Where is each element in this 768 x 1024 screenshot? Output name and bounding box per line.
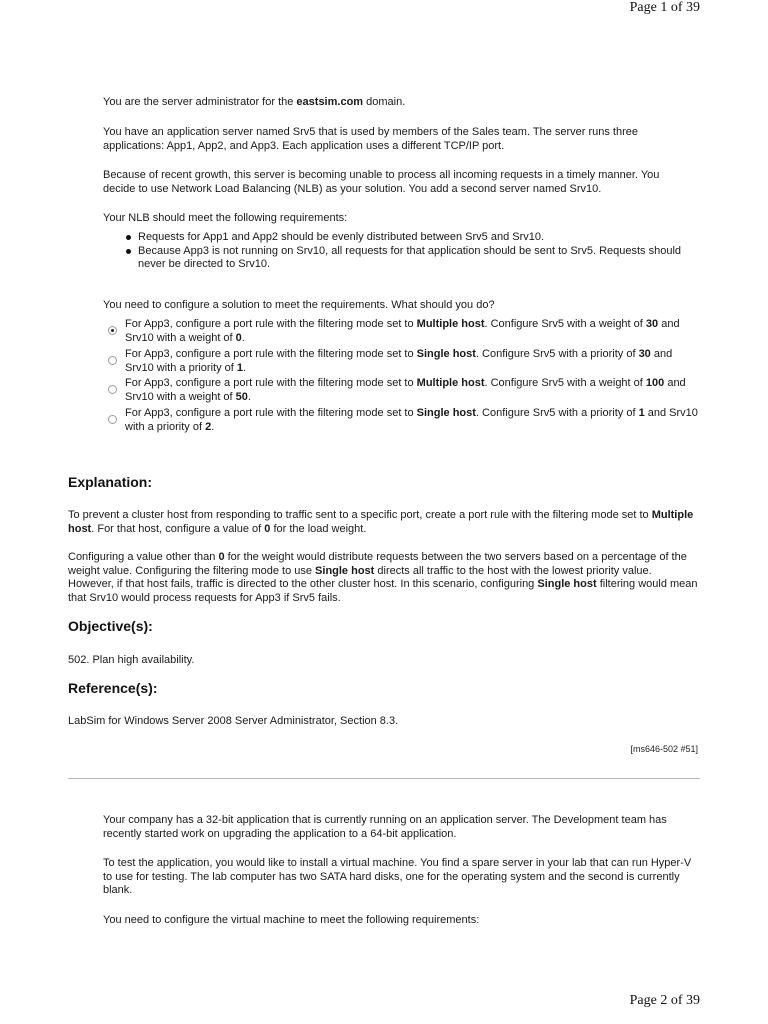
option-text: For App3, configure a port rule with the filtering mode set to Multiple host. Configure Srv5 with a weight of 30 and Srv10 with a weight of 0.: [125, 318, 680, 344]
requirement-item: Requests for App1 and App2 should be evenly distributed between Srv5 and Srv10.: [124, 231, 694, 245]
radio-icon[interactable]: [108, 385, 117, 394]
question-prompt: You need to configure a solution to meet the requirements. What should you do?: [103, 299, 495, 311]
question-paragraph: You need to configure the virtual machine to meet the following requirements:: [103, 914, 480, 926]
answer-option-4[interactable]: [108, 407, 698, 434]
explanation-paragraph: Configuring a value other than 0 for the weight would distribute requests between the two servers based on a percentage of the weight value. Configuring the filtering mode to use Single host directs all traffic to the host with the lowest priority value. However, if that host fails, traffic is directed to the other cluster host. In this scenario, configuring Single host filtering would mean that Srv10 would process requests for App3 if Srv5 fails.: [68, 551, 698, 604]
page-number-footer: Page 2 of 39: [629, 993, 700, 1008]
references-heading: Reference(s):: [68, 680, 158, 696]
question-intro: [103, 96, 693, 110]
question-paragraph: Because of recent growth, this server is becoming unable to process all incoming requests in a timely manner. You decide to use Network Load Balancing (NLB) as your solution. You add a second server named Srv10.: [103, 169, 660, 195]
answer-option-1[interactable]: [108, 318, 698, 345]
explanation-heading: Explanation:: [68, 474, 153, 490]
option-text: For App3, configure a port rule with the filtering mode set to Single host. Configure Srv5 with a priority of 1 and Srv10 with a priority of 2.: [125, 407, 698, 433]
references-text: LabSim for Windows Server 2008 Server Administrator, Section 8.3.: [68, 715, 399, 727]
radio-icon[interactable]: [108, 356, 117, 365]
requirement-item: Because App3 is not running on Srv10, all requests for that application should be sent to Srv5. Requests should never be directed to Srv10.: [124, 245, 694, 272]
objectives-text: 502. Plan high availability.: [68, 654, 195, 666]
option-text: For App3, configure a port rule with the filtering mode set to Multiple host. Configure Srv5 with a weight of 100 and Srv10 with a weight of 50.: [125, 377, 686, 403]
question-paragraph: Your company has a 32-bit application that is currently running on an application server. The Development team has recently started work on upgrading the application to a 64-bit application.: [103, 814, 667, 840]
intro-pre: You are the server administrator for the: [103, 96, 297, 108]
answer-option-2[interactable]: [108, 348, 698, 375]
explanation-paragraph: To prevent a cluster host from responding to traffic sent to a specific port, create a port rule with the filtering mode set to Multiple host. For that host, configure a value of 0 for the load weight.: [68, 509, 694, 535]
question-paragraph: You have an application server named Srv5 that is used by members of the Sales team. The server runs three applications: App1, App2, and App3. Each application uses a different TCP/IP port.: [103, 126, 639, 152]
intro-post: domain.: [363, 96, 406, 108]
requirements-list: [124, 231, 694, 272]
radio-selected-icon[interactable]: [108, 326, 117, 335]
question-reference-code: [ms646-502 #51]: [630, 744, 698, 754]
objectives-heading: Objective(s):: [68, 618, 153, 634]
intro-domain: eastsim.com: [296, 96, 364, 108]
radio-icon[interactable]: [108, 415, 117, 424]
question-paragraph: To test the application, you would like to install a virtual machine. You find a spare server in your lab that can run Hyper-V to use for testing. The lab computer has two SATA hard disks, one for the operating system and the second is currently blank.: [103, 857, 692, 896]
answer-option-3[interactable]: [108, 377, 698, 404]
option-text: For App3, configure a port rule with the filtering mode set to Single host. Configure Srv5 with a priority of 30 and Srv10 with a priority of 1.: [125, 348, 673, 374]
question-divider: [68, 778, 700, 779]
page-number-header: Page 1 of 39: [629, 0, 700, 15]
requirements-intro: Your NLB should meet the following requirements:: [103, 212, 348, 224]
